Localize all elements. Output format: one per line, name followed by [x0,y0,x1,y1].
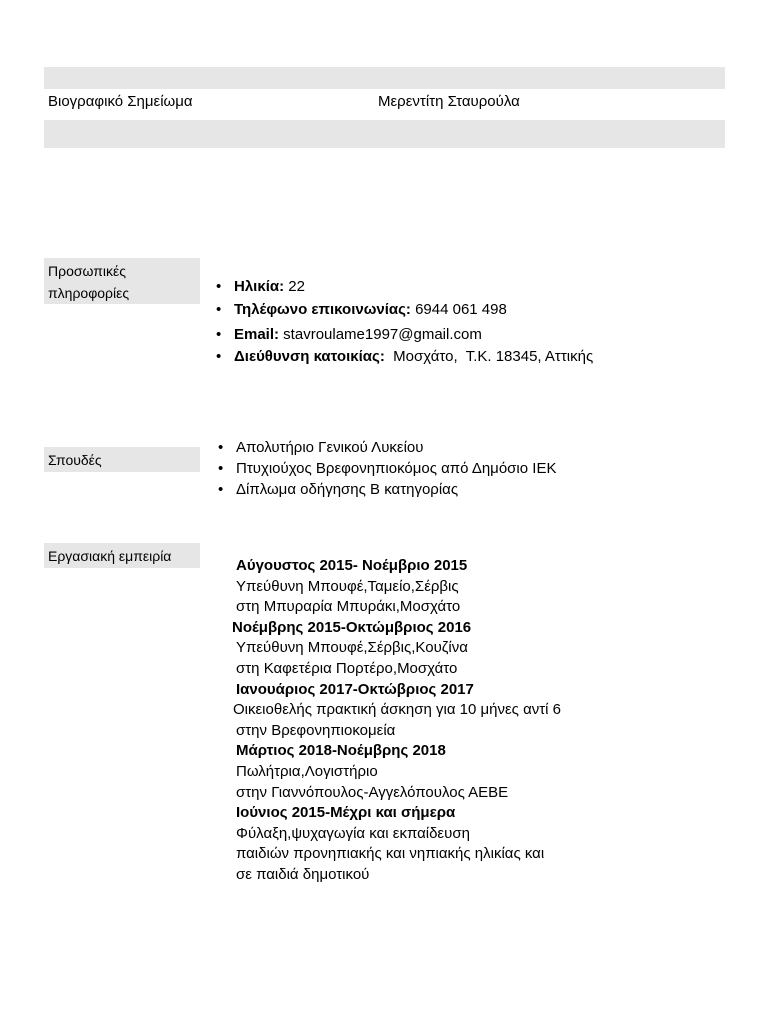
personal-info-list [216,275,593,368]
personal-age-label: Ηλικία: [234,278,285,295]
personal-address [216,345,593,368]
education-item: • Δίπλωμα οδήγησης Β κατηγορίας [218,479,556,500]
work-detail: σε παιδιά δημοτικού [236,865,370,883]
section-label-education: Σπουδές [44,447,200,472]
document-title: Βιογραφικό Σημείωμα [48,93,193,110]
personal-email-value: stavroulame1997@gmail.com [279,326,482,343]
header-row [44,89,725,120]
personal-email [216,323,593,345]
header-band-top [44,67,725,89]
work-period: Ιανουάριος 2017-Οκτώβριος 2017 [236,680,474,698]
personal-age [216,275,593,298]
person-name: Μερεντίτη Σταυρούλα [378,93,520,110]
personal-phone [216,298,593,323]
work-detail: στην Βρεφονηπιοκομεία [236,721,396,739]
work-detail: στην Γιαννόπουλος-Αγγελόπουλος ΑΕΒΕ [236,783,509,801]
education-list [218,437,556,500]
work-detail: στη Μπυραρία Μπυράκι,Μοσχάτο [236,598,461,616]
section-label-work: Εργασιακή εμπειρία [44,543,200,568]
work-detail: Υπεύθυνη Μπουφέ,Σέρβις,Κουζίνα [236,639,468,657]
work-period: Νοέμβρης 2015-Οκτώμβριος 2016 [232,618,472,636]
personal-address-label: Διεύθυνση κατοικίας: [234,348,385,365]
education-item: • Πτυχιούχος Βρεφονηπιοκόμος από Δημόσιο ΙΕΚ [218,458,556,479]
work-detail: Φύλαξη,ψυχαγωγία και εκπαίδευση [236,824,470,842]
work-period: Ιούνιος 2015-Μέχρι και σήμερα [236,804,456,822]
work-detail: Πωλήτρια,Λογιστήριο [236,762,378,780]
education-item: • Απολυτήριο Γενικού Λυκείου [218,437,556,458]
work-detail: στη Καφετέρια Πορτέρο,Μοσχάτο [236,659,458,677]
personal-email-label: Email: [234,326,280,343]
work-period: Αύγουστος 2015- Νοέμβριο 2015 [236,557,468,574]
work-detail: παιδιών προνηπιακής και νηπιακής ηλικίας και [236,845,545,863]
personal-phone-value: 6944 061 498 [410,301,507,318]
work-period: Μάρτιος 2018-Νοέμβρης 2018 [236,742,446,760]
work-detail: Οικειοθελής πρακτική άσκηση για 10 μήνες αντί 6 [233,701,562,719]
personal-address-value: Μοσχάτο, Τ.Κ. 18345, Αττικής [384,348,594,365]
header-band-bottom [44,120,725,148]
section-label-personal: Προσωπικές πληροφορίες [44,258,200,304]
personal-phone-label: Τηλέφωνο επικοινωνίας: [234,301,411,318]
work-detail: Υπεύθυνη Μπουφέ,Ταμείο,Σέρβις [236,577,459,595]
personal-age-value: 22 [284,278,305,295]
work-experience-block [230,556,561,886]
